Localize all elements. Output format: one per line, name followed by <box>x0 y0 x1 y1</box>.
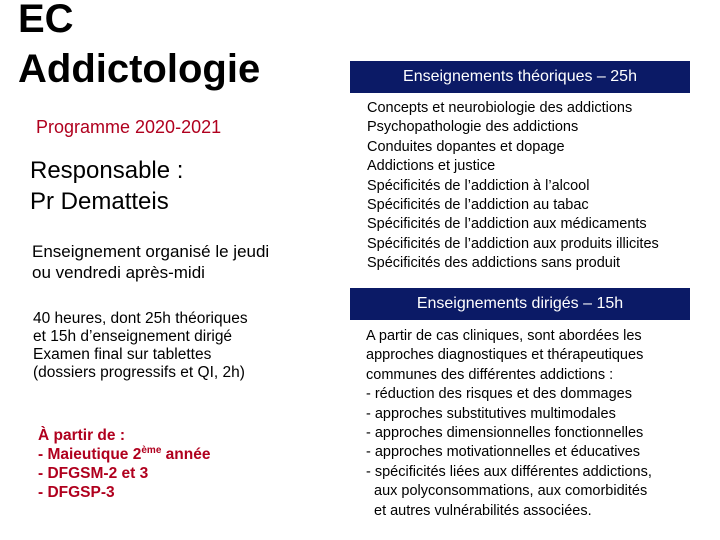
list-item: Spécificités des addictions sans produit <box>367 255 621 272</box>
eligibility-item-maieutique: - Maieutique 2ème année <box>38 444 211 463</box>
schedule-line-1: Enseignement organisé le jeudi <box>32 242 270 261</box>
list-item: Spécificités de l’addiction aux produits illicites <box>367 235 659 252</box>
list-item: Addictions et justice <box>367 158 496 175</box>
directed-line: A partir de cas cliniques, sont abordées les <box>366 328 642 344</box>
title-line-1: EC <box>18 0 74 41</box>
directed-line: - approches dimensionnelles fonctionnelles <box>366 425 644 442</box>
directed-header: Enseignements dirigés – 15h <box>350 288 690 320</box>
responsable-label: Responsable : <box>30 157 184 184</box>
directed-line: - réduction des risques et des dommages <box>366 386 632 403</box>
eligibility-block <box>38 426 210 502</box>
directed-line: communes des différentes addictions : <box>366 366 614 383</box>
list-item: Psychopathologie des addictions <box>367 119 579 136</box>
directed-line: - spécificités liées aux différentes addictions, <box>366 463 652 480</box>
program-year: Programme 2020-2021 <box>36 117 222 137</box>
directed-line: approches diagnostiques et thérapeutiques <box>366 347 644 364</box>
list-item: Spécificités de l’addiction à l’alcool <box>367 177 590 194</box>
directed-line: - approches substitutives multimodales <box>366 405 616 422</box>
page-title <box>18 0 260 94</box>
directed-line: - approches motivationnelles et éducatives <box>366 444 641 461</box>
list-item: Conduites dopantes et dopage <box>367 138 565 155</box>
directed-description <box>366 327 652 521</box>
directed-line: et autres vulnérabilités associées. <box>374 502 592 519</box>
hours-line: Examen final sur tablettes <box>33 346 212 363</box>
list-item: Concepts et neurobiologie des addictions <box>367 100 633 116</box>
directed-line: aux polyconsommations, aux comorbidités <box>374 483 648 500</box>
schedule-info <box>32 241 269 283</box>
theory-list <box>367 99 659 274</box>
eligibility-item-dfgsm: - DFGSM-2 et 3 <box>38 465 149 482</box>
eligibility-item-dfgsp: - DFGSP-3 <box>38 484 115 501</box>
hours-line: et 15h d’enseignement dirigé <box>33 328 233 345</box>
responsable-name: Pr Dematteis <box>30 188 169 215</box>
list-item: Spécificités de l’addiction aux médicaments <box>367 216 647 233</box>
list-item: Spécificités de l’addiction au tabac <box>367 197 589 214</box>
theory-header: Enseignements théoriques – 25h <box>350 61 690 93</box>
title-line-2: Addictologie <box>18 47 261 91</box>
responsable-block <box>30 155 183 217</box>
hours-info <box>33 310 248 382</box>
schedule-line-2: ou vendredi après-midi <box>32 263 205 282</box>
hours-line: 40 heures, dont 25h théoriques <box>33 310 248 327</box>
hours-line: (dossiers progressifs et QI, 2h) <box>33 364 245 381</box>
eligibility-title: À partir de : <box>38 427 125 444</box>
